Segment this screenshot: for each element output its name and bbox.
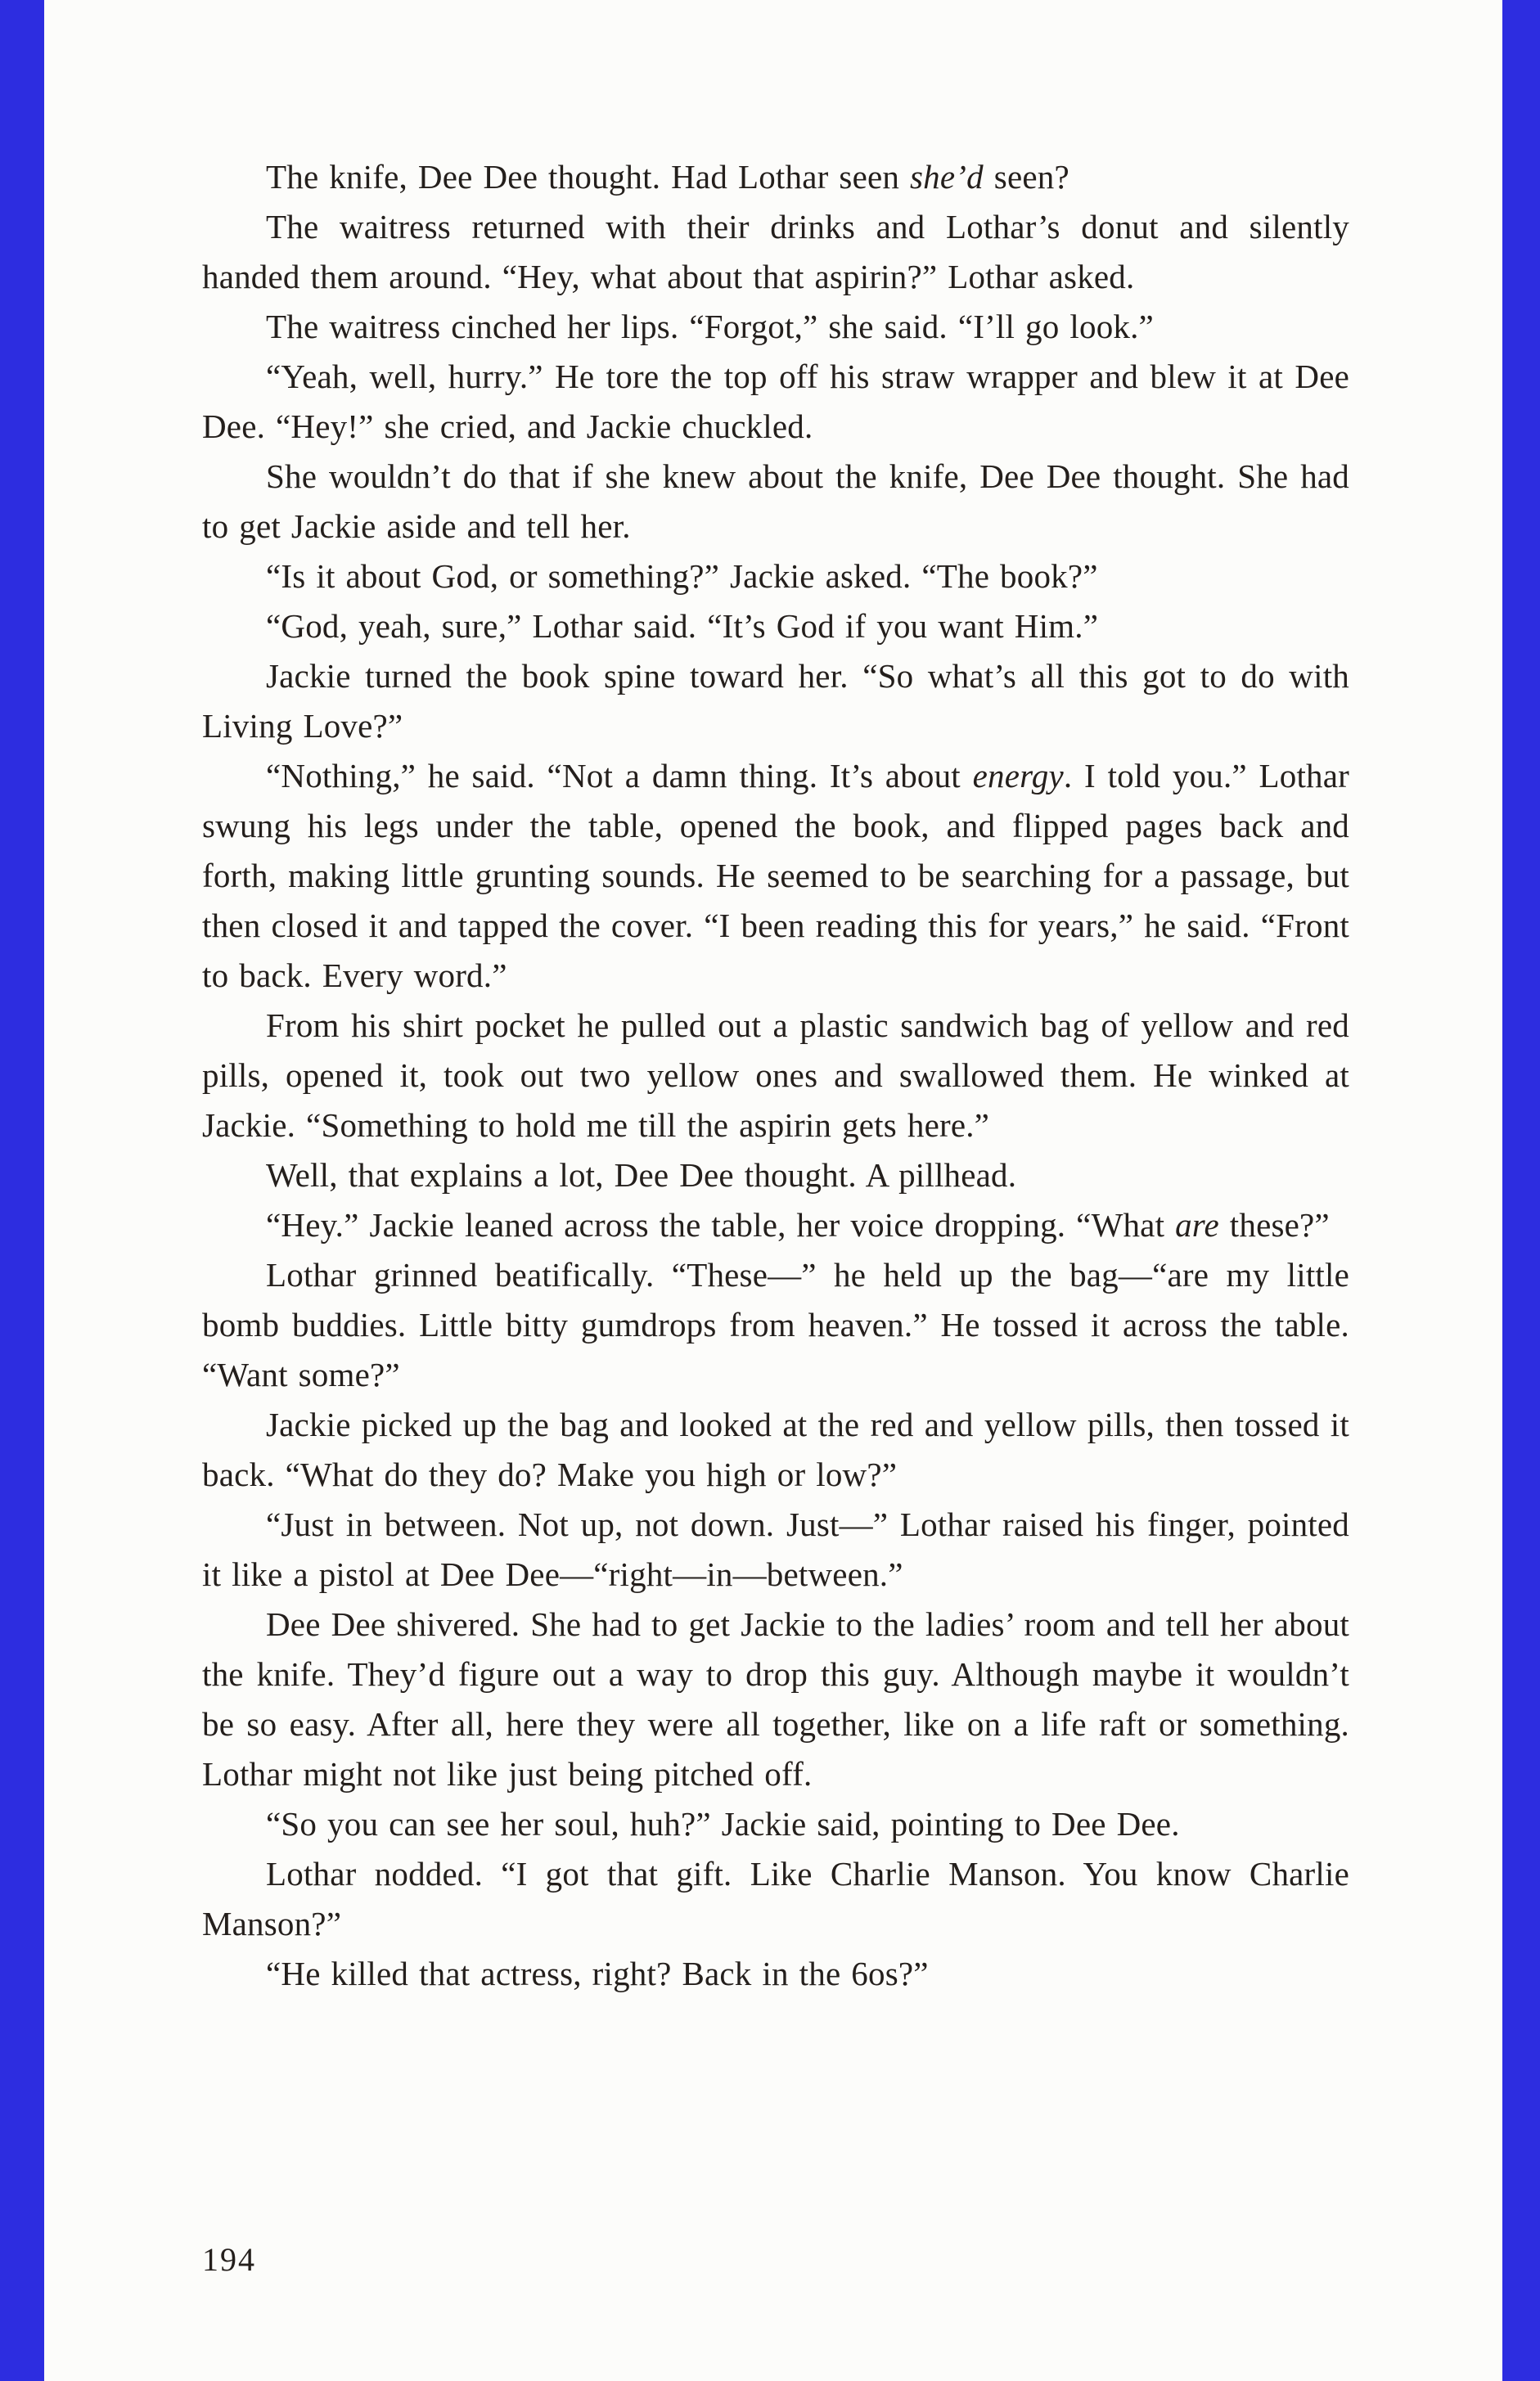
text-run: these?” (1218, 1206, 1330, 1244)
text-run: “Nothing,” he said. “Not a damn thing. It’s about (266, 757, 973, 794)
page-number: 194 (202, 2241, 256, 2278)
text-run: Well, that explains a lot, Dee Dee thought. A pillhead. (266, 1156, 1017, 1194)
paragraph (202, 302, 1349, 352)
text-run: “God, yeah, sure,” Lothar said. “It’s God if you want Him.” (266, 607, 1099, 645)
text-run: The waitress cinched her lips. “Forgot,” she said. “I’ll go look.” (266, 308, 1154, 345)
text-run: . I told you.” Lothar swung his legs under the table, opened the book, and flipped pages back and forth, making little grunting sounds. He seemed to be searching for a passage, but then closed it and tapped the cover. “I been reading this for years,” he said. “Front to back. Every word.” (202, 757, 1349, 994)
paragraph (202, 202, 1349, 302)
italic-text: energy (972, 757, 1064, 794)
paragraph (202, 651, 1349, 751)
text-run: “Just in between. Not up, not down. Just—” Lothar raised his finger, pointed it like a pistol at Dee Dee—“right—in—between.” (202, 1506, 1349, 1593)
paragraph (202, 1799, 1349, 1849)
paragraph (202, 1250, 1349, 1400)
italic-text: she’d (910, 158, 984, 196)
paragraph (202, 1400, 1349, 1500)
text-run: Jackie picked up the bag and looked at the red and yellow pills, then tossed it back. “What do they do? Make you high or low?” (202, 1406, 1349, 1493)
text-run: Dee Dee shivered. She had to get Jackie to the ladies’ room and tell her about the knife. They’d figure out a way to drop this guy. Although maybe it wouldn’t be so easy. After all, here they were all together, like on a life raft or something. Lothar might not like just being pitched off. (202, 1605, 1349, 1793)
paragraph (202, 1500, 1349, 1600)
text-run: From his shirt pocket he pulled out a plastic sandwich bag of yellow and red pills, opened it, took out two yellow ones and swallowed them. He winked at Jackie. “Something to hold me till the aspirin gets here.” (202, 1006, 1349, 1144)
book-cover-edge-right (1502, 0, 1540, 2381)
page-text (202, 152, 1349, 1999)
book-cover-edge-left (0, 0, 44, 2381)
paragraph (202, 601, 1349, 651)
paragraph (202, 1600, 1349, 1799)
text-run: Jackie turned the book spine toward her. “So what’s all this got to do with Living Love?” (202, 657, 1349, 745)
text-run: seen? (983, 158, 1069, 196)
text-run: She wouldn’t do that if she knew about the knife, Dee Dee thought. She had to get Jackie aside and tell her. (202, 457, 1349, 545)
paragraph (202, 1949, 1349, 1999)
text-run: “Hey.” Jackie leaned across the table, her voice dropping. “What (266, 1206, 1176, 1244)
paragraph (202, 452, 1349, 551)
paragraph (202, 1849, 1349, 1949)
text-run: “Is it about God, or something?” Jackie asked. “The book?” (266, 557, 1098, 595)
paragraph (202, 1150, 1349, 1200)
text-run: “So you can see her soul, huh?” Jackie said, pointing to Dee Dee. (266, 1805, 1180, 1843)
paragraph (202, 551, 1349, 601)
text-run: “He killed that actress, right? Back in the 6os?” (266, 1955, 929, 1992)
text-run: “Yeah, well, hurry.” He tore the top off his straw wrapper and blew it at Dee Dee. “Hey!” she cried, and Jackie chuckled. (202, 358, 1349, 445)
italic-text: are (1175, 1206, 1219, 1244)
paragraph (202, 1001, 1349, 1150)
text-run: Lothar nodded. “I got that gift. Like Charlie Manson. You know Charlie Manson?” (202, 1855, 1349, 1942)
paragraph (202, 352, 1349, 452)
text-run: The waitress returned with their drinks and Lothar’s donut and silently handed them around. “Hey, what about that aspirin?” Lothar asked. (202, 208, 1349, 295)
paragraph (202, 152, 1349, 202)
paragraph (202, 1200, 1349, 1250)
text-run: The knife, Dee Dee thought. Had Lothar seen (266, 158, 911, 196)
text-run: Lothar grinned beatifically. “These—” he held up the bag—“are my little bomb buddies. Little bitty gumdrops from heaven.” He tossed it across the table. “Want some?” (202, 1256, 1349, 1393)
paragraph (202, 751, 1349, 1001)
